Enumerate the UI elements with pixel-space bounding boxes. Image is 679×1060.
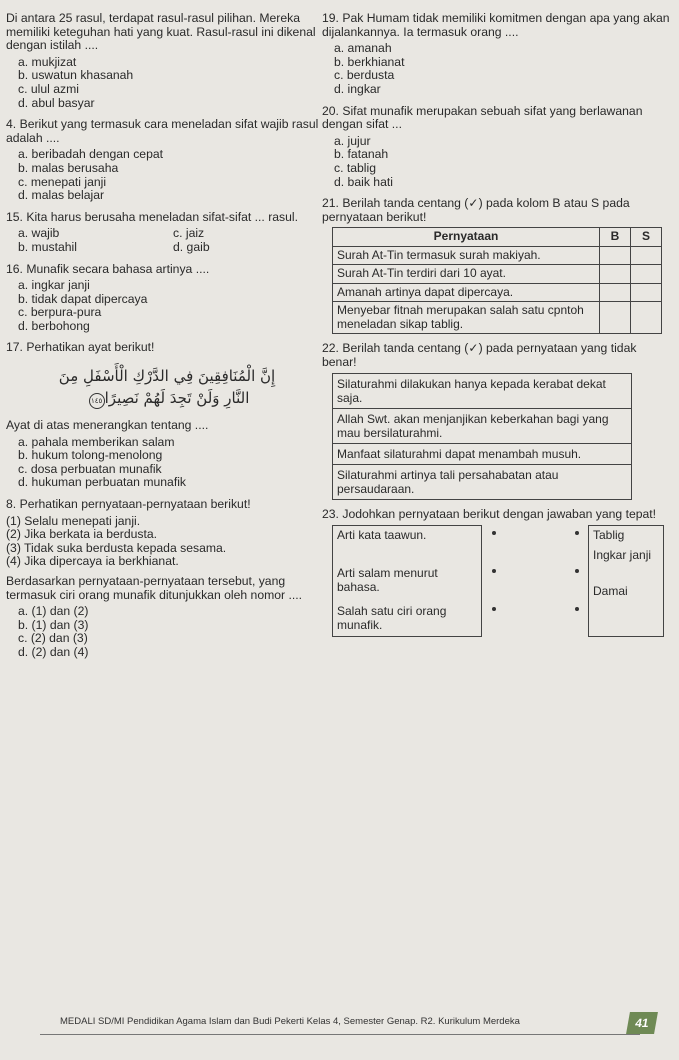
question-body: Berilah tanda centang (✓) pada pernyataan yang tidak benar!: [322, 341, 637, 369]
question-number: 23.: [322, 506, 339, 521]
answer-options: [18, 227, 328, 254]
option-a[interactable]: a. wajib: [18, 226, 60, 241]
question-22: [322, 342, 674, 499]
table-row: [333, 283, 662, 302]
question-text: [6, 211, 328, 225]
option-a[interactable]: a. jujur: [334, 133, 371, 148]
statement-cell: Menyebar fitnah merupakan salah satu cpntoh meneladan sikap tablig.: [333, 302, 600, 334]
question-text: [6, 341, 328, 355]
option-a[interactable]: a. ingkar janji: [18, 278, 90, 293]
statement-cell: Manfaat silaturahmi dapat menambah musuh.: [333, 443, 632, 464]
table-row: [333, 265, 662, 284]
match-dot-right-1[interactable]: [575, 531, 579, 535]
option-b[interactable]: b. fatanah: [334, 147, 389, 162]
right-column: [322, 12, 674, 637]
statement-cell: Allah Swt. akan menjanjikan keberkahan bagi yang mau bersilaturahmi.: [333, 408, 632, 443]
question-23: [322, 508, 674, 638]
question-text: [322, 508, 674, 522]
match-dot-right-2[interactable]: [575, 569, 579, 573]
answer-options: [18, 148, 328, 202]
option-b[interactable]: b. mustahil: [18, 239, 77, 254]
question-number: 21.: [322, 196, 339, 211]
question-body: Pak Humam tidak memiliki komitmen dengan apa yang akan dijalankannya. Ia termasuk orang ....: [322, 11, 670, 39]
question-body: Perhatikan ayat berikut!: [26, 340, 155, 355]
table-row[interactable]: [333, 464, 632, 499]
option-c[interactable]: c. dosa perbuatan munafik: [18, 461, 162, 476]
question-text: [322, 342, 674, 369]
option-c[interactable]: c. ulul azmi: [18, 81, 79, 96]
header-statement: Pernyataan: [333, 228, 600, 247]
question-text: [6, 263, 328, 277]
checkbox-s[interactable]: [631, 302, 662, 334]
question-16: [6, 263, 328, 334]
question-body: Jodohkan pernyataan berikut dengan jawaban yang tepat!: [342, 506, 657, 521]
question-14: [6, 118, 328, 203]
match-left-item-3: Salah satu ciri orang munafik.: [337, 604, 447, 633]
statement-3: (3) Tidak suka berdusta kepada sesama.: [6, 540, 227, 555]
checkbox-s[interactable]: [631, 283, 662, 302]
match-left-item-1: Arti kata taawun.: [337, 528, 427, 543]
option-b[interactable]: b. malas berusaha: [18, 160, 119, 175]
option-b[interactable]: b. uswatun khasanah: [18, 68, 134, 83]
option-d[interactable]: d. hukuman perbuatan munafik: [18, 475, 187, 490]
matching-exercise: [332, 525, 674, 637]
page-number: 41: [626, 1012, 658, 1034]
table-row: [333, 246, 662, 265]
answer-options: [334, 42, 674, 96]
statement-cell: Silaturahmi dilakukan hanya kepada kerabat dekat saja.: [333, 373, 632, 408]
option-b[interactable]: b. (1) dan (3): [18, 617, 89, 632]
statement-cell: Surah At-Tin terdiri dari 10 ayat.: [333, 265, 600, 284]
header-s: S: [631, 228, 662, 247]
option-d[interactable]: d. abul basyar: [18, 95, 95, 110]
question-text: [322, 197, 674, 224]
match-dot-left-2[interactable]: [492, 569, 496, 573]
statement-cell: Silaturahmi artinya tali persahabatan atau persaudaraan.: [333, 464, 632, 499]
matching-right-box: [588, 525, 664, 637]
option-b[interactable]: b. tidak dapat dipercaya: [18, 291, 148, 306]
table-row: [333, 302, 662, 334]
question-number: 20.: [322, 103, 339, 118]
true-false-table: [332, 227, 662, 334]
question-15: [6, 211, 328, 255]
option-a[interactable]: a. mukjizat: [18, 54, 77, 69]
checkbox-s[interactable]: [631, 246, 662, 265]
checkbox-b[interactable]: [600, 302, 631, 334]
statement-cell: Amanah artinya dapat dipercaya.: [333, 283, 600, 302]
option-c[interactable]: c. (2) dan (3): [18, 631, 88, 646]
question-body: Berikut yang termasuk cara meneladan sifat wajib rasul adalah ....: [6, 117, 319, 145]
question-body: Sifat munafik merupakan sebuah sifat yang berlawanan dengan sifat ...: [322, 103, 643, 132]
question-body: Di antara 25 rasul, terdapat rasul-rasul pilihan. Mereka memiliki keteguhan hati yang kuat. Rasul-rasul ini dikenal dengan istilah ....: [6, 11, 316, 53]
verse-line-2-text: النَّارِ وَلَنْ تَجِدَ لَهُمْ نَصِيرًا: [104, 389, 250, 408]
option-d[interactable]: d. ingkar: [334, 81, 381, 96]
statement-4: (4) Jika dipercaya ia berkhianat.: [6, 554, 179, 569]
option-d[interactable]: d. malas belajar: [18, 188, 105, 203]
question-21: [322, 197, 674, 334]
ayah-number-icon: ١٤٥: [89, 393, 105, 409]
question-text: [6, 12, 328, 53]
question-17: [6, 341, 328, 490]
statement-cell: Surah At-Tin termasuk surah makiyah.: [333, 246, 600, 265]
statement-1: (1) Selalu menepati janji.: [6, 513, 141, 528]
match-dot-left-3[interactable]: [492, 607, 496, 611]
option-b[interactable]: b. hukum tolong-menolong: [18, 448, 163, 463]
table-row[interactable]: [333, 408, 632, 443]
option-d[interactable]: d. (2) dan (4): [18, 644, 89, 659]
verse-line-2: [6, 387, 328, 409]
question-prompt: Berdasarkan pernyataan-pernyataan tersebut, yang termasuk ciri orang munafik ditunjukkan oleh nomor ....: [6, 574, 303, 602]
match-dot-right-3[interactable]: [575, 607, 579, 611]
match-right-item-2: Ingkar janji: [593, 548, 652, 563]
table-row[interactable]: [333, 373, 632, 408]
option-c[interactable]: c. menepati janji: [18, 174, 107, 189]
question-18: [6, 498, 328, 660]
footer-text: MEDALI SD/MI Pendidikan Agama Islam dan Budi Pekerti Kelas 4, Semester Genap. R2. Kurikulum Merdeka: [60, 1016, 520, 1027]
left-column: [6, 12, 328, 668]
match-left-item-2: Arti salam menurut bahasa.: [337, 566, 438, 595]
option-c[interactable]: c. berdusta: [334, 68, 395, 83]
question-number: 8.: [6, 497, 17, 512]
question-body: Kita harus berusaha meneladan sifat-sifat ... rasul.: [26, 209, 298, 224]
question-13: [6, 12, 328, 110]
option-a[interactable]: a. pahala memberikan salam: [18, 434, 175, 449]
question-body: Perhatikan pernyataan-pernyataan berikut!: [19, 497, 251, 512]
question-text: [6, 118, 328, 145]
question-number: 22.: [322, 341, 339, 356]
header-b: B: [600, 228, 631, 247]
option-a[interactable]: a. (1) dan (2): [18, 604, 89, 619]
checkbox-b[interactable]: [600, 283, 631, 302]
question-20: [322, 105, 674, 190]
question-number: 16.: [6, 261, 23, 276]
question-number: 19.: [322, 11, 339, 25]
option-b[interactable]: b. berkhianat: [334, 54, 405, 69]
option-c[interactable]: c. tablig: [334, 160, 377, 175]
option-d[interactable]: d. berbohong: [18, 318, 90, 333]
match-right-item-3: Damai: [593, 584, 628, 599]
match-dot-left-1[interactable]: [492, 531, 496, 535]
question-number: 15.: [6, 209, 23, 224]
table-row[interactable]: [333, 443, 632, 464]
checkbox-b[interactable]: [600, 265, 631, 284]
answer-options: [18, 279, 328, 333]
answer-options: [334, 135, 674, 189]
option-c[interactable]: c. jaiz: [173, 226, 205, 241]
question-number: 4.: [6, 117, 17, 132]
question-body: Munafik secara bahasa artinya ....: [26, 261, 210, 276]
matching-left-box: [332, 525, 482, 637]
option-a[interactable]: a. beribadah dengan cepat: [18, 147, 164, 162]
statement-2: (2) Jika berkata ia berdusta.: [6, 527, 158, 542]
option-d[interactable]: d. gaib: [173, 239, 210, 254]
statement-list: [6, 515, 328, 569]
question-19: [322, 12, 674, 97]
checklist-table: [332, 373, 632, 500]
option-d[interactable]: d. baik hati: [334, 174, 393, 189]
page-footer: [40, 1012, 640, 1035]
answer-options: [18, 436, 328, 490]
option-a[interactable]: a. amanah: [334, 41, 392, 56]
answer-options: [18, 605, 328, 659]
question-number: 17.: [6, 340, 23, 355]
question-prompt: Ayat di atas menerangkan tentang ....: [6, 418, 209, 433]
option-c[interactable]: c. berpura-pura: [18, 305, 102, 320]
question-text: [322, 12, 674, 39]
match-right-item-1: Tablig: [593, 528, 625, 543]
question-text: [322, 105, 674, 132]
question-body: Berilah tanda centang (✓) pada kolom B atau S pada pernyataan berikut!: [322, 196, 630, 224]
question-text: [6, 498, 328, 512]
verse-line-1: إِنَّ الْمُنَافِقِينَ فِي الدَّرْكِ الْأَسْفَلِ مِنَ: [58, 367, 276, 386]
answer-options: [18, 56, 328, 110]
quran-verse: [6, 365, 328, 409]
table-header-row: [333, 228, 662, 247]
checkbox-b[interactable]: [600, 246, 631, 265]
checkbox-s[interactable]: [631, 265, 662, 284]
